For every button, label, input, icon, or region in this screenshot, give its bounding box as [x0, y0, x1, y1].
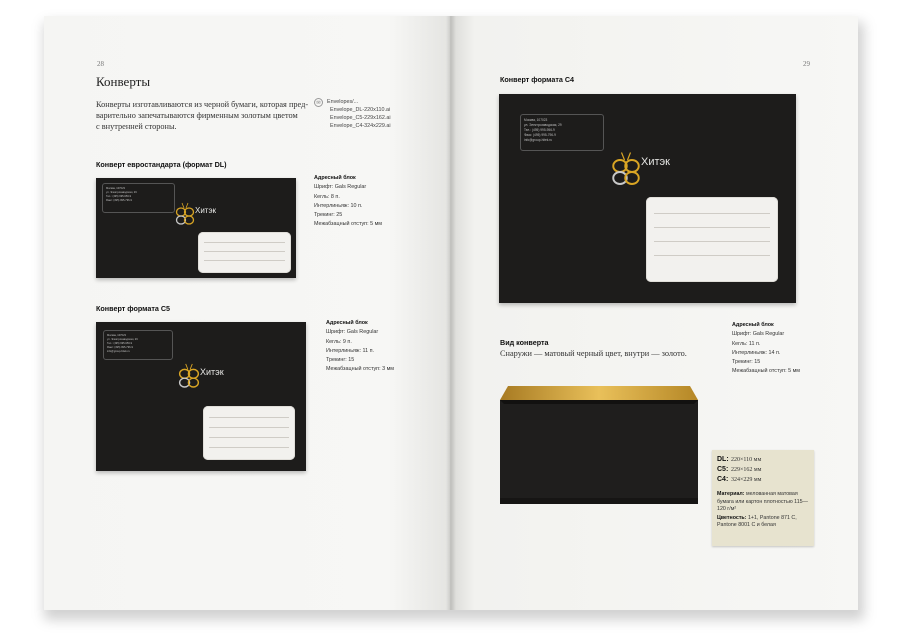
- spec-line: Интерлиньяж: 11 п.: [326, 347, 375, 354]
- address-line: info@group-hitek.ru: [107, 350, 130, 353]
- size-row: [717, 475, 809, 485]
- address-window: [646, 197, 778, 282]
- spec-line: Интерлиньяж: 10 п.: [314, 202, 363, 209]
- address-line: ул. Электрозаводская, 29: [524, 123, 562, 127]
- butterfly-icon: [611, 149, 641, 189]
- file-item[interactable]: Envelope_C4-324x229.ai: [330, 123, 391, 129]
- color-label: Цветность:: [717, 514, 747, 521]
- spec-line: Шрифт: Gals Regular: [326, 329, 379, 336]
- spec-line: Кегль: 11 п.: [732, 340, 761, 347]
- spec-line: Трекинг: 15: [732, 359, 761, 366]
- spec-line: Шрифт: Gals Regular: [314, 184, 367, 191]
- size-row: [717, 465, 809, 475]
- material-card: [712, 450, 814, 546]
- spec-title: Адресный блок: [732, 322, 774, 328]
- file-item[interactable]: Envelope_C5-229x162.ai: [330, 115, 391, 121]
- spec-line: Межабзацный отступ: 5 мм: [732, 368, 801, 375]
- material-text: [717, 491, 809, 514]
- address-window: [203, 406, 295, 460]
- envelope-c4: [499, 94, 796, 303]
- envelope-dl: [96, 178, 296, 278]
- size-value: 324×229 мм: [731, 477, 762, 483]
- address-block: [520, 114, 604, 151]
- address-block: [102, 183, 175, 213]
- intro-text: [96, 99, 311, 132]
- color-value: 1+1, Pantone 871 C, Pantone 8001 C и белая: [717, 514, 797, 528]
- dl-spec: [314, 174, 382, 230]
- address-line: Тел.: (495) 995-956-9: [106, 195, 132, 198]
- envelope-file-icon: ✉: [314, 98, 323, 107]
- material-value: мелованная матовая бумага или картон плотностью 115—120 г/м²: [717, 491, 808, 512]
- c4-heading: Конверт формата С4: [500, 75, 575, 84]
- color-text: [717, 515, 809, 530]
- address-line: Факс: (495) 995-796-9: [106, 199, 132, 202]
- file-folder: Envelopes/...: [327, 99, 359, 105]
- spec-line: Кегль: 8 п.: [314, 193, 340, 200]
- left-page: [44, 16, 450, 610]
- envelope-c5: [96, 322, 306, 471]
- brand-name: Хитэк: [195, 206, 217, 215]
- address-line: Тел.: (495) 995-956-9: [107, 342, 133, 345]
- spec-line: Межабзацный отступ: 3 мм: [326, 366, 395, 373]
- envelope-open-mockup: [498, 374, 700, 508]
- address-line: ул. Электрозаводская, 29: [107, 338, 138, 341]
- address-line: Москва, 107023: [524, 118, 548, 122]
- butterfly-icon: [175, 201, 195, 227]
- spec-line: Трекинг: 25: [314, 212, 343, 219]
- address-line: Москва, 107023: [106, 187, 125, 190]
- view-caption: Снаружи — матовый черный цвет, внутри — золото.: [500, 349, 687, 358]
- size-key: DL:: [717, 456, 729, 463]
- c5-spec: [326, 319, 394, 375]
- address-block: [103, 330, 173, 360]
- file-list: [314, 98, 391, 130]
- address-line: ул. Электрозаводская, 29: [106, 191, 137, 194]
- c5-heading: Конверт формата С5: [96, 304, 171, 313]
- address-line: info@group-hitek.ru: [524, 138, 553, 142]
- spec-line: Шрифт: Gals Regular: [732, 331, 785, 338]
- intro-line: с внутренней стороны.: [96, 122, 177, 131]
- page-number: 28: [97, 60, 104, 68]
- size-row: [717, 455, 809, 465]
- address-window: [198, 232, 291, 273]
- page-number: 29: [803, 60, 810, 68]
- brand-logo: [611, 149, 670, 189]
- spec-line: Трекинг: 15: [326, 357, 355, 364]
- spec-line: Межабзацный отступ: 5 мм: [314, 221, 383, 228]
- brand-name: Хитэк: [641, 156, 670, 168]
- address-line: Факс: (495) 995-796-9: [107, 346, 133, 349]
- spec-title: Адресный блок: [314, 175, 356, 181]
- brand-logo: [178, 361, 224, 391]
- open-envelope-illustration: [498, 374, 700, 508]
- dl-heading: Конверт евростандарта (формат DL): [96, 160, 227, 169]
- intro-line: Конверты изготавливаются из черной бумаги, которая пред-: [96, 100, 309, 109]
- view-heading: Вид конверта: [500, 338, 549, 347]
- brand-logo: [175, 201, 216, 227]
- material-label: Материал:: [717, 491, 745, 497]
- spec-title: Адресный блок: [326, 320, 368, 326]
- spec-line: Интерлиньяж: 14 п.: [732, 349, 781, 356]
- brand-name: Хитэк: [200, 367, 224, 377]
- c4-spec: [732, 321, 800, 377]
- address-line: Факс: (495) 995-796-9: [524, 133, 556, 137]
- right-page: [450, 16, 858, 610]
- file-item[interactable]: Envelope_DL-220x110.ai: [330, 107, 391, 113]
- butterfly-icon: [178, 361, 200, 391]
- size-key: C4:: [717, 476, 729, 483]
- intro-line: варительно запечатываются фирменным золотым цветом: [96, 111, 298, 120]
- book-spine: [446, 16, 456, 610]
- size-value: 220×110 мм: [731, 457, 762, 463]
- spec-line: Кегль: 9 п.: [326, 338, 352, 345]
- page-title: Конверты: [96, 74, 151, 89]
- address-line: Тел.: (495) 995-956-9: [524, 128, 555, 132]
- size-value: 229×162 мм: [731, 467, 762, 473]
- address-line: Москва, 107023: [107, 334, 126, 337]
- size-key: C5:: [717, 466, 729, 473]
